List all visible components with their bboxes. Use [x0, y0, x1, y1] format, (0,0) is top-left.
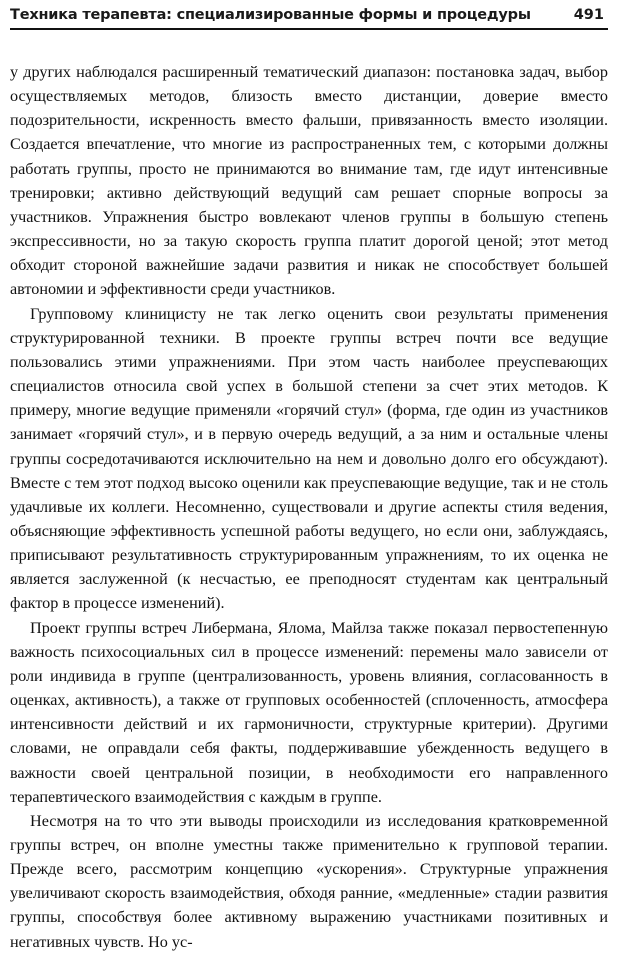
paragraph-4: Несмотря на то что эти выводы происходили из исследования кратковременной группы встреч, он вполне уместны также применительно к групповой терапии. Прежде всего, рассмотрим концепцию «ускорения». Структурные упражнения увеличивают скорость взаимодействия, обходя ранние, «медленные» стадии развития группы, способствуя более активному выражению участниками позитивных и негативных чувств. Но ус-	[10, 811, 608, 951]
paragraph-3: Проект группы встреч Либермана, Ялома, Майлза также показал первостепенную важность психосоциальных сил в процессе изменений: перемены мало зависели от роли индивида в группе (централизованность, уровень влияния, согласованность в оценках, активность), а также от групповых особенностей (сплоченность, атмосфера интенсивности действий и их гармоничности, структурные критерии). Другими словами, не оправдали себя факты, поддерживавшие убежденность ведущего в важности своей центральной позиции, в необходимости его направленного терапевтического взаимодействия с каждым в группе.	[10, 618, 608, 806]
paragraph-1: у других наблюдался расширенный тематический диапазон: постановка задач, выбор осуществляемых методов, близость вместо дистанции, доверие вместо подозрительности, искренность вместо фальши, привязанность вместо изоляции. Создается впечатление, что многие из распространенных тем, с которыми должны работать группы, просто не принимаются во внимание там, где идут интенсивные тренировки; активно действующий ведущий сам решает спорные вопросы за участников. Упражнения быстро вовлекают членов группы в большую степень экспрессивности, но за такую скорость группа платит дорогой ценой; этот метод обходит стороной важнейшие задачи развития и никак не способствует большей автономии и эффективности среди участников.	[10, 63, 608, 299]
running-header	[10, 0, 608, 30]
running-title: Техника терапевта: специализированные формы и процедуры	[10, 7, 531, 23]
paragraph-2: Групповому клиницисту не так легко оценить свои результаты применения структурированной техники. В проекте группы встреч почти все ведущие пользовались этими упражнениями. При этом часть наиболее преуспевающих специалистов относила свой успех в большой степени за счет этих методов. К примеру, многие ведущие применяли «горячий стул» (форма, где один из участников занимает «горячий стул», и в первую очередь ведущий, а за ним и остальные члены группы сосредотачиваются исключительно на нем и довольно долго его обсуждают). Вместе с тем этот подход высоко оценили как преуспевающие ведущие, так и не столь удачливые их коллеги. Несомненно, существовали и другие аспекты стиля ведения, объясняющие эффективность успешной работы ведущего, но если они, заблуждаясь, приписывают результативность структурированным упражнениям, то их оценка не является заслуженной (к несчастью, ее преподносят студентам как центральный фактор в процессе изменений).	[10, 304, 608, 613]
body-text	[10, 60, 608, 954]
page-number: 491	[573, 7, 604, 23]
